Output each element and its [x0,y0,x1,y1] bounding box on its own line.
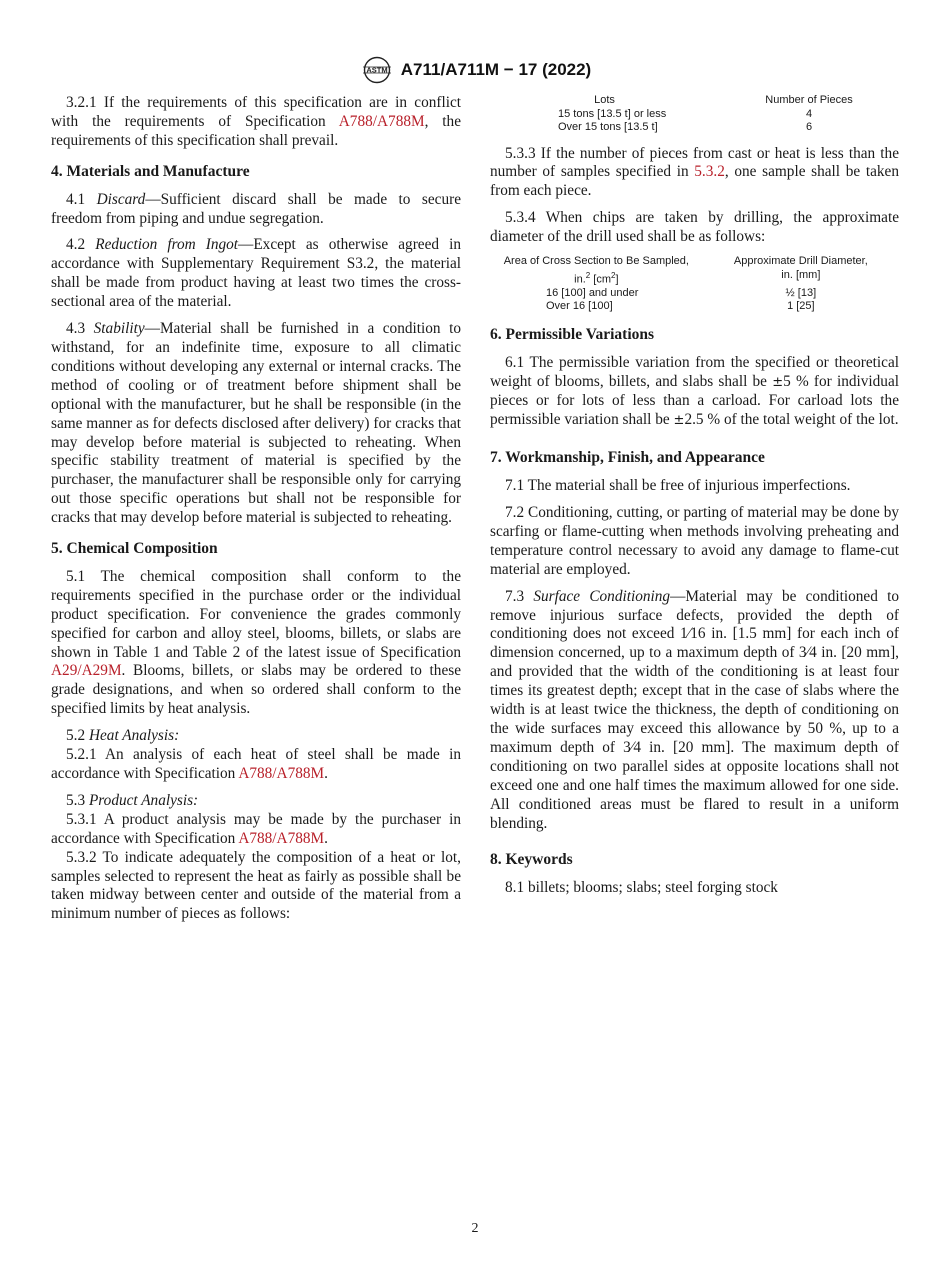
para-7-2: 7.2 Conditioning, cutting, or parting of material may be done by scarfing or flame-cutting when methods involving preheating and temperature control necessary to avoid any damage to flame-cut material are employed. [490,504,899,578]
section-5-heading: 5. Chemical Composition [51,540,218,558]
table-cell: Over 15 tons [13.5 t] [558,121,658,133]
link-a29[interactable]: A29/A29M [51,662,122,680]
link-a788[interactable]: A788/A788M [238,829,325,847]
section-4-heading: 4. Materials and Manufacture [51,162,250,180]
table-cell: ½ [13] [785,286,817,299]
para-6-1: 6.1 The permissible variation from the specified or theoretical weight of blooms, billets, and slabs shall be ±5 % for individual pieces or for lots of less than a carload. For carload lots the permissible variation shall be ±2.5 % of the total weight of the lot. [490,353,899,429]
link-a788[interactable]: A788/A788M [238,765,325,782]
right-column [490,94,899,906]
table-header: Lots [594,94,615,106]
section-7-heading: 7. Workmanship, Finish, and Appearance [490,449,765,467]
para-7-1: 7.1 The material shall be free of injurious imperfections. [505,477,851,495]
table-cell: 15 tons [13.5 t] or less [558,107,667,120]
table-cell: 16 [100] and under [546,286,639,299]
para-5-3: 5.3 Product Analysis: [66,791,199,809]
link-a788[interactable]: A788/A788M [338,112,425,130]
table-header: Area of Cross Section to Be Sampled, in.$^2$ $[cm^2]$ [503,255,689,286]
link-5-3-2[interactable]: 5.3.2 [694,163,725,181]
table-row [490,300,899,314]
table-header: Approximate Drill Diameter, in. [mm] [733,255,868,281]
para-4-2: 4.2 Reduction from Ingot—Except as otherwise agreed in accordance with Supplementary Requirement S3.2, the material shall be made from product having at least two times the cross-sectional area of the material. [51,236,462,311]
astm-logo-text: ASTM [366,65,388,75]
para-5-1: 5.1 The chemical composition shall conform to the requirements specified in the purchase order or the individual product specification. For convenience the grades commonly specified for carbon and alloy steel, blooms, billets, or slabs are shown in Table 1 and Table 2 of the latest issue of Specification A29/A29M. Blooms, billets, or slabs may be ordered to these grade designations, and when so ordered shall conform to the specified limits by heat analysis. [51,567,461,718]
page-number: 2 [471,1221,479,1236]
para-3-2-1: 3.2.1 If the requirements of this specification are in conflict with the requirements of Specification A788/A788M, the requirements of this specification shall prevail. [51,94,461,149]
standard-designation: A711/A711M − 17 (2022) [400,60,592,79]
table-header-row [490,94,899,108]
section-6-heading: 6. Permissible Variations [490,325,655,343]
table-header-row [490,255,899,287]
para-4-3: 4.3 Stability—Material shall be furnished in a condition to withstand, for an indefinite time, exposure to all climatic conditions without developing any external or internal cracks. The method of cooling or of treatment before shipment shall be optional with the manufacturer, but he shall be responsible (in the same manner as for defects disclosed after delivery) for cracks that may develop before material is subjected to reheating. When specific stability treatment of material is specified by the purchaser, the manufacturer shall be responsible only for carrying out those specific operations but shall not be responsible for cracks that may develop before material is subjected to reheating. [51,320,461,527]
astm-logo-icon [359,56,395,84]
para-5-2: 5.2 Heat Analysis: [66,727,180,745]
section-8-heading: 8. Keywords [490,851,573,869]
table-cell: Over 16 [100] [546,300,613,313]
para-8-1: 8.1 billets; blooms; slabs; steel forging stock [505,879,778,897]
lots-table [490,94,899,135]
para-5-3-3: 5.3.3 If the number of pieces from cast or heat is less than the number of samples specified in 5.3.2, one sample shall be taken from each piece. [490,144,899,200]
para-5-3-1: 5.3.1 A product analysis may be made by the purchaser in accordance with Specification A788/A788M. [51,810,461,847]
table-cell: 4 [805,107,813,120]
para-5-3-4: 5.3.4 When chips are taken by drilling, the approximate diameter of the drill used shall be as follows: [490,209,899,246]
table-row [490,108,899,122]
table-row [490,287,899,301]
table-cell: 6 [805,121,813,133]
para-7-3: 7.3 Surface Conditioning—Material may be conditioned to remove injurious surface defects, provided the depth of conditioning does not exceed 1⁄16 in. [1.5 mm] for each inch of dimension concerned, up to a maximum depth of 3⁄4 in. [20 mm], and provided that the width of the conditioning is at least four times its greatest depth; except that in the case of slabs where the width is at least twice the thickness, the depth of conditioning on the wide surfaces may exceed this allowance by 50 %, up to a maximum depth of 3⁄4 in. [20 mm]. The maximum depth of conditioning on two parallel sides at opposite locations shall not exceed one and one half times the maximum allowed for one side. All conditioned areas must be flared to result in a uniform blending. [490,587,899,832]
table-cell: 1 [25] [787,300,815,313]
para-5-2-1: 5.2.1 An analysis of each heat of steel shall be made in accordance with Specification A788/A788M. [51,746,461,782]
page-header [0,56,950,89]
para-5-3-2: 5.3.2 To indicate adequately the composition of a heat or lot, samples selected to represent the heat as fairly as possible shall be taken midway between center and outside of the material from a minimum number of pieces as follows: [51,848,461,923]
para-4-1: 4.1 Discard—Sufficient discard shall be made to secure freedom from piping and undue segregation. [51,190,461,227]
table-row [490,121,899,135]
table-header: Number of Pieces [765,94,853,106]
drill-table [490,255,899,314]
left-column [51,94,461,932]
